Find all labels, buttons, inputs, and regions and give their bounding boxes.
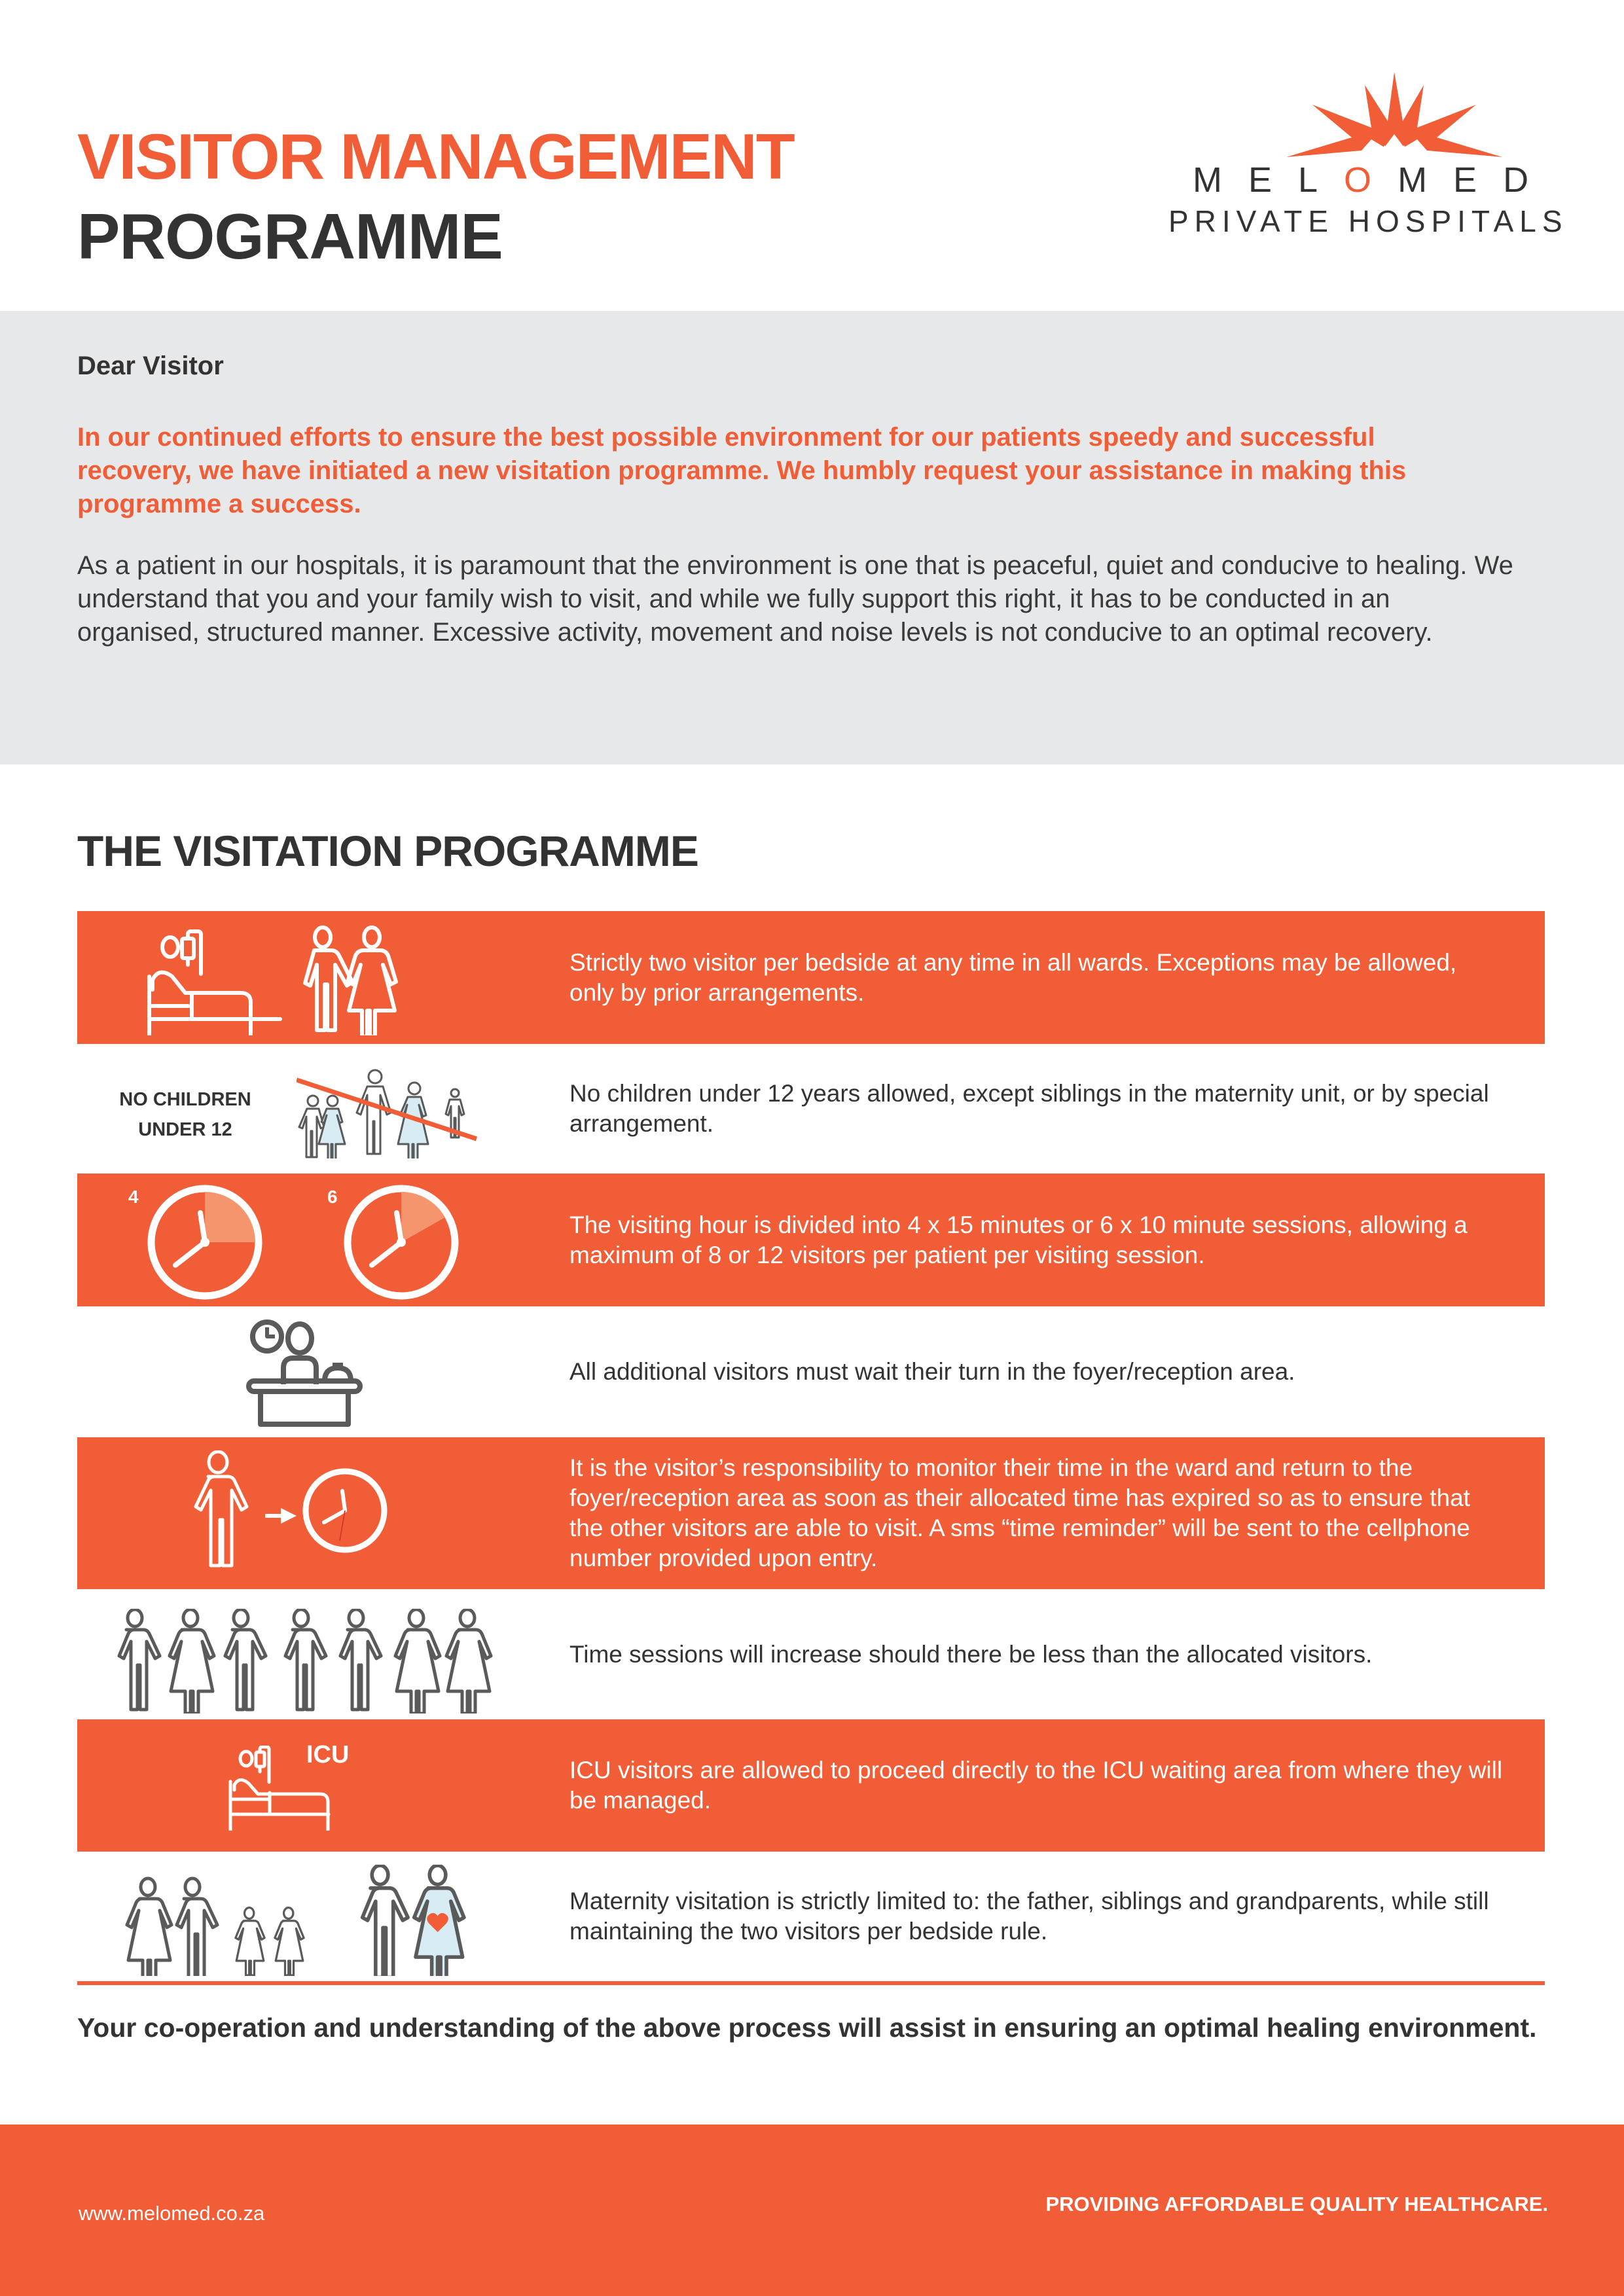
rule-text: ICU visitors are allowed to proceed directly to the ICU waiting area from where they will be managed.: [569, 1757, 1503, 1814]
page-header: [0, 0, 1624, 311]
rule-icon-area: [77, 1589, 569, 1719]
footer-tagline: PROVIDING AFFORDABLE QUALITY HEALTHCARE.: [1045, 2193, 1548, 2215]
clock-label-6: 6: [327, 1187, 338, 1207]
bed-with-two-visitors-icon: [143, 924, 444, 1035]
page-title-line-2: PROGRAMME: [77, 200, 503, 272]
sunburst-star-icon: [1286, 72, 1502, 164]
page-title-line-1: VISITOR MANAGEMENT: [77, 120, 794, 192]
logo-word-o: O: [1344, 160, 1398, 200]
clock-sixth-icon: [339, 1181, 463, 1306]
rule-icon-area: [77, 1306, 569, 1437]
rule-row-icu: [77, 1719, 1545, 1852]
rule-row-session-increase: [77, 1589, 1545, 1719]
logo-word-part: MEL: [1193, 160, 1344, 200]
intro-panel: [0, 311, 1624, 764]
rule-text: It is the visitor’s responsibility to monitor their time in the ward and return to the foyer/reception area as soon as their allocated time has expired so as to ensure that the other visitors are able to visit. A sms “time reminder” will be sent to the cellphone number provided upon entry.: [569, 1454, 1470, 1571]
logo-wordmark: [1193, 162, 1555, 198]
website-link[interactable]: www.melomed.co.za: [79, 2202, 265, 2225]
rule-text: Maternity visitation is strictly limited to: the father, siblings and grandparents, while still maintaining the two visitors per bedside rule.: [569, 1888, 1489, 1945]
rule-text: No children under 12 years allowed, except siblings in the maternity unit, or by special arrangement.: [569, 1080, 1489, 1137]
logo-word-part: MED: [1398, 160, 1555, 200]
group-of-visitors-icon: [110, 1609, 503, 1713]
greeting: Dear Visitor: [77, 351, 224, 380]
rule-text: Strictly two visitor per bedside at any time in all wards. Exceptions may be allowed, only by prior arrangements.: [569, 948, 1457, 1006]
rule-row-maternity: [77, 1852, 1545, 1981]
page-footer: [0, 2125, 1624, 2296]
rule-row-no-children: [77, 1044, 1545, 1174]
rule-icon-area: [77, 1719, 569, 1852]
visitor-to-clock-icon: [192, 1450, 414, 1571]
closing-statement: Your co-operation and understanding of the above process will assist in ensuring an optimal healing environment.: [77, 2013, 1537, 2043]
no-children-label-line-1: NO CHILDREN: [119, 1089, 251, 1110]
icu-label: ICU: [306, 1741, 350, 1768]
melomed-logo: [1152, 72, 1568, 242]
rule-row-two-visitors: [77, 911, 1545, 1044]
visitation-rules-list: [77, 911, 1545, 1981]
rule-icon-area: [77, 1044, 569, 1174]
no-children-icon: [297, 1067, 483, 1158]
no-children-label: [107, 1085, 264, 1145]
no-children-label-line-2: UNDER 12: [138, 1119, 232, 1140]
intro-body: As a patient in our hospitals, it is paramount that the environment is one that is peaceful, quiet and conducive to healing. We understand that you and your family wish to visit, and while we fully support this right, it has to be conducted in an organised, structured manner. Excessive activity, movement and noise levels is not conducive to an optimal recovery.: [77, 551, 1513, 647]
rule-icon-area: [77, 911, 569, 1044]
clock-label-4: 4: [128, 1187, 139, 1207]
rule-row-reception: [77, 1306, 1545, 1437]
section-divider: [77, 1981, 1545, 1985]
rule-icon-area: [77, 1852, 569, 1981]
rule-icon-area: [77, 1174, 569, 1306]
clock-quarter-icon: [143, 1181, 267, 1306]
rule-icon-area: [77, 1437, 569, 1589]
rule-text: All additional visitors must wait their turn in the foyer/reception area.: [569, 1358, 1295, 1385]
reception-desk-icon: [241, 1316, 372, 1427]
rule-text: Time sessions will increase should there be less than the allocated visitors.: [569, 1640, 1373, 1668]
logo-subtitle: PRIVATE HOSPITALS: [1168, 204, 1568, 238]
section-title: THE VISITATION PROGRAMME: [77, 827, 698, 875]
intro-lead: In our continued efforts to ensure the best possible environment for our patients speedy and successful recovery, we have initiated a new visitation programme. We humbly request your assistance in making this programme a success.: [77, 423, 1407, 518]
rule-row-time-monitoring: [77, 1437, 1545, 1589]
rule-row-sessions: [77, 1174, 1545, 1306]
rule-text: The visiting hour is divided into 4 x 15 minutes or 6 x 10 minute sessions, allowing a maximum of 8 or 12 visitors per patient per visiting session.: [569, 1211, 1468, 1268]
maternity-family-icon: [123, 1865, 529, 1976]
